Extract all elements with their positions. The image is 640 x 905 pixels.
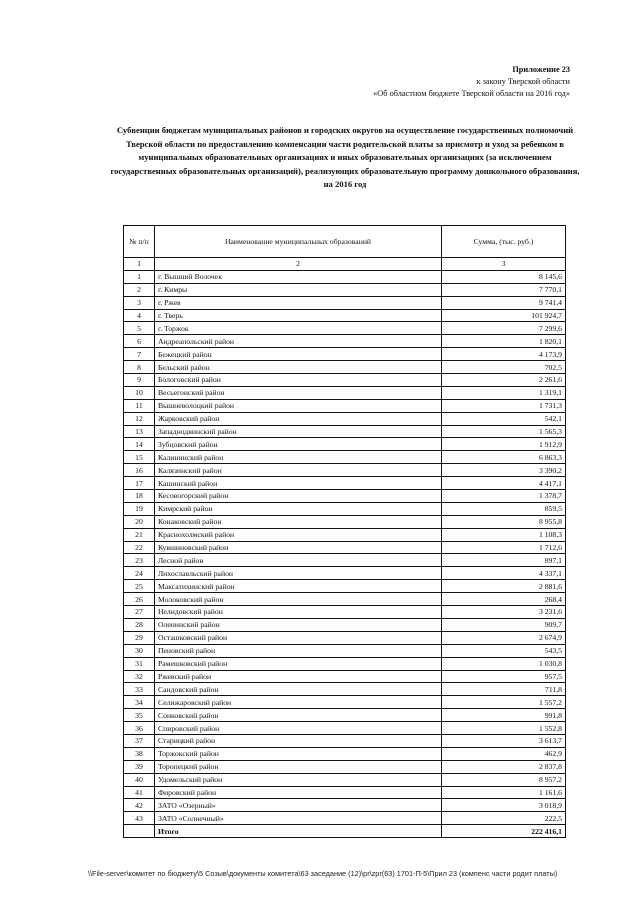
table-row [124, 747, 566, 760]
row-num: 23 [124, 554, 155, 567]
row-sum: 2 261,6 [442, 374, 566, 387]
row-num: 38 [124, 747, 155, 760]
row-num: 4 [124, 309, 155, 322]
table-row [124, 322, 566, 335]
row-sum: 543,5 [442, 644, 566, 657]
table-row [124, 786, 566, 799]
row-num: 37 [124, 734, 155, 747]
row-sum: 1 912,9 [442, 438, 566, 451]
row-name: г. Вышний Волочек [154, 270, 441, 283]
table-row [124, 309, 566, 322]
row-num: 25 [124, 580, 155, 593]
row-sum: 3 231,6 [442, 606, 566, 619]
row-sum: 2 881,6 [442, 580, 566, 593]
row-name: г. Торжок [154, 322, 441, 335]
index-col-2: 2 [154, 258, 441, 271]
table-row [124, 773, 566, 786]
row-name: Пеновский район [154, 644, 441, 657]
row-name: Жарковский район [154, 412, 441, 425]
row-num: 8 [124, 361, 155, 374]
total-num-cell [124, 825, 155, 838]
table-index-row [124, 258, 566, 271]
table-row [124, 812, 566, 825]
table-body [124, 270, 566, 824]
row-num: 29 [124, 631, 155, 644]
row-sum: 3 390,2 [442, 464, 566, 477]
document-title: Субвенции бюджетам муниципальных районов и городских округов на осуществление государственных полномочий Тверской области по предоставлению компенсации части родительской платы за присмотр и уход за ребенком в муниципальных образовательных организациях и иных образовательных организациях (за исключением государственных образовательных организаций), реализующих образовательную программу дошкольного образования, на 2016 год [110, 125, 580, 190]
appendix-law-ref: к закону Тверской области [476, 77, 570, 86]
total-sum: 222 416,1 [442, 825, 566, 838]
row-num: 41 [124, 786, 155, 799]
row-num: 17 [124, 477, 155, 490]
table-row [124, 554, 566, 567]
row-num: 28 [124, 618, 155, 631]
table-row [124, 760, 566, 773]
row-sum: 859,5 [442, 502, 566, 515]
row-name: ЗАТО «Озерный» [154, 799, 441, 812]
row-sum: 1 552,8 [442, 722, 566, 735]
row-num: 39 [124, 760, 155, 773]
row-sum: 1 712,6 [442, 541, 566, 554]
index-col-3: 3 [442, 258, 566, 271]
subsidy-table [123, 225, 566, 838]
row-name: Удомельский район [154, 773, 441, 786]
row-sum: 4 417,1 [442, 477, 566, 490]
table-row [124, 631, 566, 644]
table-row [124, 386, 566, 399]
table-row [124, 567, 566, 580]
table-row [124, 722, 566, 735]
row-sum: 1 108,3 [442, 528, 566, 541]
table-row [124, 734, 566, 747]
row-name: Старицкий район [154, 734, 441, 747]
row-sum: 542,1 [442, 412, 566, 425]
row-name: Бежецкий район [154, 348, 441, 361]
table-row [124, 412, 566, 425]
row-name: Кувшиновский район [154, 541, 441, 554]
row-name: Сонковский район [154, 709, 441, 722]
row-sum: 1 161,6 [442, 786, 566, 799]
row-name: Торопецкий район [154, 760, 441, 773]
row-name: Молоковский район [154, 593, 441, 606]
row-num: 21 [124, 528, 155, 541]
row-sum: 897,1 [442, 554, 566, 567]
row-name: г. Ржев [154, 296, 441, 309]
table-row [124, 438, 566, 451]
row-num: 27 [124, 606, 155, 619]
table-row [124, 425, 566, 438]
row-num: 6 [124, 335, 155, 348]
table-row [124, 657, 566, 670]
row-num: 9 [124, 374, 155, 387]
row-num: 11 [124, 399, 155, 412]
row-sum: 1 820,1 [442, 335, 566, 348]
table-row [124, 670, 566, 683]
header-name: Наименование муниципальных образований [154, 226, 441, 258]
row-name: Кимрский район [154, 502, 441, 515]
row-name: Западнодвинский район [154, 425, 441, 438]
row-num: 13 [124, 425, 155, 438]
row-sum: 1 731,3 [442, 399, 566, 412]
table-row [124, 541, 566, 554]
table-row [124, 709, 566, 722]
row-name: Максатихинский район [154, 580, 441, 593]
row-sum: 702,5 [442, 361, 566, 374]
table-row [124, 618, 566, 631]
table-row [124, 270, 566, 283]
row-sum: 6 863,3 [442, 451, 566, 464]
row-sum: 8 957,2 [442, 773, 566, 786]
table-row [124, 696, 566, 709]
file-path-footer: \\File-server\комитет по бюджету\5 Созыв\документы комитета\63 заседание (12)\pr\zpr(63) 1701-П-5\Прил 23 (компенс части родит платы) [88, 869, 558, 878]
table-row [124, 593, 566, 606]
row-sum: 8 955,8 [442, 515, 566, 528]
row-sum: 2 674,9 [442, 631, 566, 644]
row-sum: 1 557,2 [442, 696, 566, 709]
table-row [124, 528, 566, 541]
table-row [124, 580, 566, 593]
row-sum: 711,8 [442, 683, 566, 696]
row-sum: 1 030,8 [442, 657, 566, 670]
row-sum: 101 924,7 [442, 309, 566, 322]
row-num: 2 [124, 283, 155, 296]
table-row [124, 515, 566, 528]
row-name: Торжокский район [154, 747, 441, 760]
row-name: г. Тверь [154, 309, 441, 322]
row-name: Бельский район [154, 361, 441, 374]
table-row [124, 477, 566, 490]
row-name: Фировский район [154, 786, 441, 799]
row-num: 22 [124, 541, 155, 554]
row-name: Осташковский район [154, 631, 441, 644]
table-row [124, 502, 566, 515]
row-num: 7 [124, 348, 155, 361]
table-row [124, 490, 566, 503]
row-name: Бологовский район [154, 374, 441, 387]
total-row [124, 825, 566, 838]
row-num: 24 [124, 567, 155, 580]
row-name: Оленинский район [154, 618, 441, 631]
row-name: Андреапольский район [154, 335, 441, 348]
table-row [124, 348, 566, 361]
row-name: Зубцовский район [154, 438, 441, 451]
row-sum: 957,5 [442, 670, 566, 683]
row-num: 16 [124, 464, 155, 477]
row-name: ЗАТО «Солнечный» [154, 812, 441, 825]
total-label: Итого [154, 825, 441, 838]
row-num: 43 [124, 812, 155, 825]
row-name: Спировский район [154, 722, 441, 735]
row-name: Кесовогорский район [154, 490, 441, 503]
table-row [124, 399, 566, 412]
row-num: 42 [124, 799, 155, 812]
table-row [124, 374, 566, 387]
row-num: 18 [124, 490, 155, 503]
appendix-header [270, 64, 570, 100]
row-sum: 3 018,9 [442, 799, 566, 812]
row-num: 10 [124, 386, 155, 399]
header-num: № п/п [124, 226, 155, 258]
row-num: 5 [124, 322, 155, 335]
row-num: 31 [124, 657, 155, 670]
row-num: 14 [124, 438, 155, 451]
table-row [124, 361, 566, 374]
row-name: Калязинский район [154, 464, 441, 477]
table-row [124, 606, 566, 619]
row-name: Калининский район [154, 451, 441, 464]
row-name: Лесной район [154, 554, 441, 567]
row-name: Краснохолмский район [154, 528, 441, 541]
row-sum: 222,5 [442, 812, 566, 825]
row-sum: 268,4 [442, 593, 566, 606]
row-num: 3 [124, 296, 155, 309]
table-row [124, 283, 566, 296]
row-sum: 7 299,6 [442, 322, 566, 335]
row-sum: 4 173,9 [442, 348, 566, 361]
row-sum: 909,7 [442, 618, 566, 631]
row-sum: 1 378,7 [442, 490, 566, 503]
row-name: Ржевский район [154, 670, 441, 683]
row-num: 19 [124, 502, 155, 515]
row-num: 26 [124, 593, 155, 606]
row-num: 36 [124, 722, 155, 735]
row-num: 32 [124, 670, 155, 683]
row-num: 15 [124, 451, 155, 464]
row-sum: 1 565,3 [442, 425, 566, 438]
row-sum: 462,9 [442, 747, 566, 760]
row-num: 33 [124, 683, 155, 696]
row-name: Рамешковский район [154, 657, 441, 670]
row-name: Кашинский район [154, 477, 441, 490]
row-sum: 8 145,6 [442, 270, 566, 283]
row-num: 34 [124, 696, 155, 709]
row-sum: 3 613,7 [442, 734, 566, 747]
table-row [124, 464, 566, 477]
row-sum: 2 837,8 [442, 760, 566, 773]
row-name: Вышневолоцкий район [154, 399, 441, 412]
table-row [124, 644, 566, 657]
appendix-number: Приложение 23 [512, 65, 570, 74]
row-num: 40 [124, 773, 155, 786]
row-name: г. Кимры [154, 283, 441, 296]
table-header-row [124, 226, 566, 258]
row-sum: 1 319,1 [442, 386, 566, 399]
table-row [124, 683, 566, 696]
row-num: 30 [124, 644, 155, 657]
row-name: Весьегонский район [154, 386, 441, 399]
table-row [124, 296, 566, 309]
row-num: 20 [124, 515, 155, 528]
row-num: 12 [124, 412, 155, 425]
row-sum: 7 770,1 [442, 283, 566, 296]
appendix-law-title: «Об областном бюджете Тверской области на 2016 год» [373, 89, 570, 98]
row-name: Лихославльский район [154, 567, 441, 580]
index-col-1: 1 [124, 258, 155, 271]
row-sum: 991,8 [442, 709, 566, 722]
row-sum: 4 337,1 [442, 567, 566, 580]
row-num: 35 [124, 709, 155, 722]
table-row [124, 451, 566, 464]
row-num: 1 [124, 270, 155, 283]
table-row [124, 335, 566, 348]
row-name: Конаковский район [154, 515, 441, 528]
header-sum: Сумма, (тыс. руб.) [442, 226, 566, 258]
row-name: Сандовский район [154, 683, 441, 696]
row-name: Селижаровский район [154, 696, 441, 709]
row-name: Нелидовский район [154, 606, 441, 619]
table-row [124, 799, 566, 812]
row-sum: 9 741,4 [442, 296, 566, 309]
